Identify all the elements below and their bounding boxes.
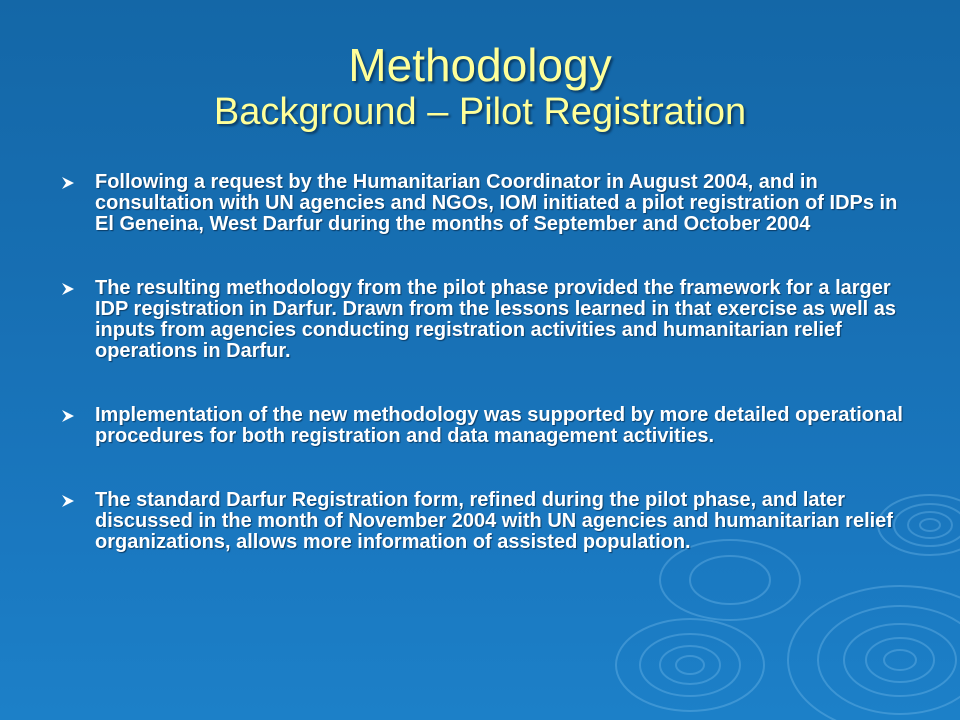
bullet-text: Following a request by the Humanitarian Coordinator in August 2004, and in consultation with UN agencies and NGOs, IOM initiated a pilot registration of IDPs in El Geneina, West Darfur during the months of September and October 2004 [95,171,898,235]
bullet-text: The standard Darfur Registration form, refined during the pilot phase, and later discussed in the month of November 2004 with UN agencies and humanitarian relief organizations, allows more information of assisted population. [95,489,893,553]
arrowhead-bullet-icon [60,493,76,509]
slide-subtitle: Background – Pilot Registration [213,91,747,133]
bullet-text: The resulting methodology from the pilot phase provided the framework for a larger IDP registration in Darfur. Drawn from the lessons learned in that exercise as well as inputs from agencies conducting registration activities and humanitarian relief operations in Darfur. [95,277,897,362]
bullet-item [60,278,920,362]
bullet-text: Implementation of the new methodology was supported by more detailed operational procedures for both registration and data management activities. [95,404,903,447]
bullet-item [60,172,920,235]
arrowhead-bullet-icon [60,281,76,297]
slide-title: Methodology [348,39,612,91]
arrowhead-bullet-icon [60,175,76,191]
arrowhead-bullet-icon [60,408,76,424]
bullet-item [60,490,920,553]
slide-title-block [0,40,960,134]
bullet-item [60,405,920,447]
bullet-list [60,172,920,596]
